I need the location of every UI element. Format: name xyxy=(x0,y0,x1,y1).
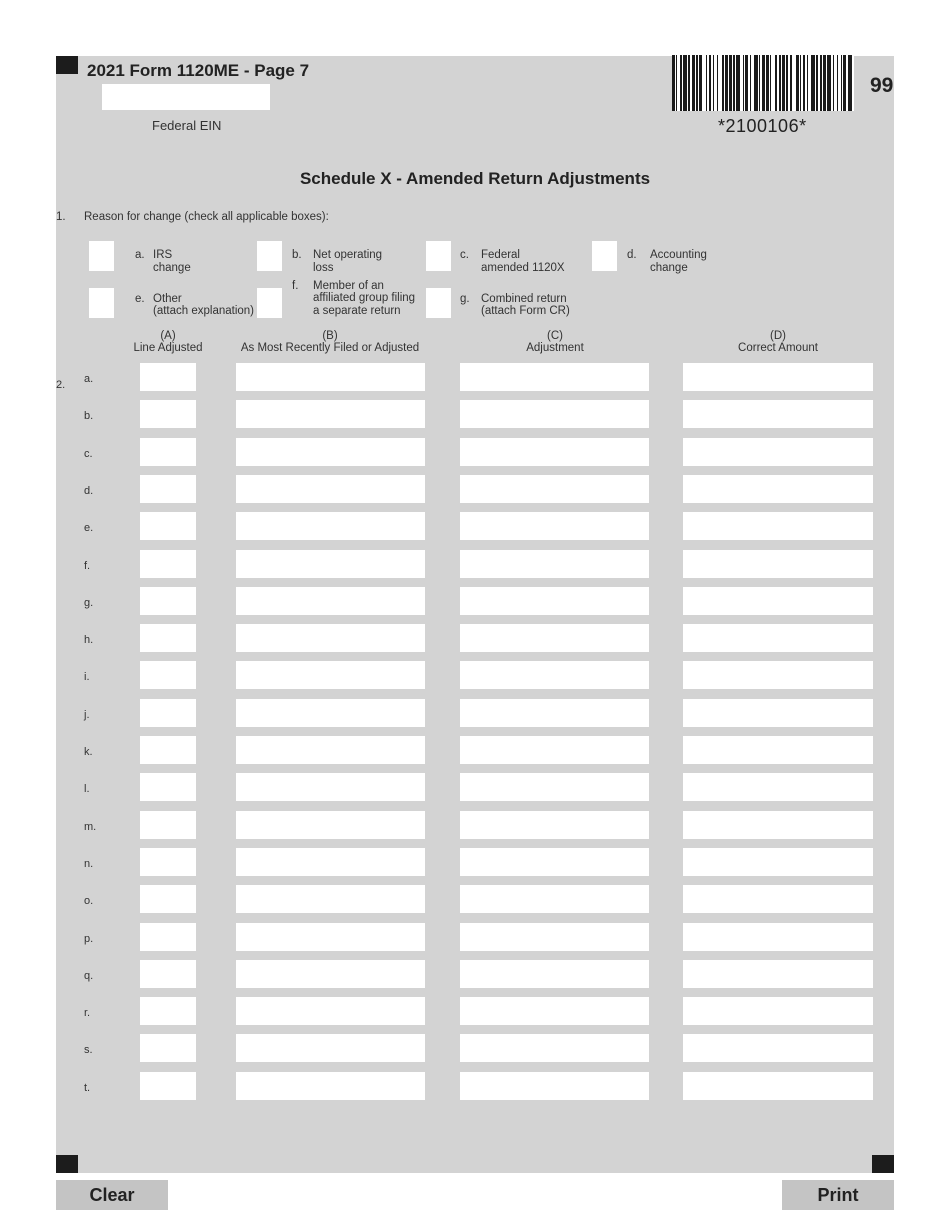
row-p-adjustment-input[interactable] xyxy=(460,923,649,951)
option-b-letter: b. xyxy=(292,249,302,261)
row-i-adjustment-input[interactable] xyxy=(460,661,649,689)
row-n-correct-amount-input[interactable] xyxy=(683,848,873,876)
row-g-line-adjusted-input[interactable] xyxy=(140,587,196,615)
row-t-correct-amount-input[interactable] xyxy=(683,1072,873,1100)
row-s-correct-amount-input[interactable] xyxy=(683,1034,873,1062)
option-b-line1: Net operating xyxy=(313,249,383,261)
row-letter: l. xyxy=(84,783,90,795)
row-letter: b. xyxy=(84,410,94,422)
row-letter: a. xyxy=(84,373,94,385)
option-e-line1: Other xyxy=(153,293,182,305)
row-k-correct-amount-input[interactable] xyxy=(683,736,873,764)
row-e-adjustment-input[interactable] xyxy=(460,512,649,540)
row-t-line-adjusted-input[interactable] xyxy=(140,1072,196,1100)
row-d-adjustment-input[interactable] xyxy=(460,475,649,503)
checkbox-f-affiliated-group[interactable] xyxy=(257,288,282,318)
row-letter: j. xyxy=(84,709,90,721)
row-n-line-adjusted-input[interactable] xyxy=(140,848,196,876)
row-q-as-filed-input[interactable] xyxy=(236,960,425,988)
option-e-line2: (attach explanation) xyxy=(153,305,255,317)
federal-ein-input[interactable] xyxy=(102,84,270,110)
row-d-line-adjusted-input[interactable] xyxy=(140,475,196,503)
row-letter: s. xyxy=(84,1044,93,1056)
column-a-header xyxy=(108,330,228,354)
column-a-letter: (A) xyxy=(160,330,176,342)
row-i-line-adjusted-input[interactable] xyxy=(140,661,196,689)
option-b-line2: loss xyxy=(313,262,334,274)
row-s-adjustment-input[interactable] xyxy=(460,1034,649,1062)
row-o-adjustment-input[interactable] xyxy=(460,885,649,913)
line-2-number: 2. xyxy=(56,379,66,391)
row-e-correct-amount-input[interactable] xyxy=(683,512,873,540)
row-c-as-filed-input[interactable] xyxy=(236,438,425,466)
row-h-as-filed-input[interactable] xyxy=(236,624,425,652)
row-m-as-filed-input[interactable] xyxy=(236,811,425,839)
column-d-label: Correct Amount xyxy=(738,342,818,354)
row-m-line-adjusted-input[interactable] xyxy=(140,811,196,839)
checkbox-e-other[interactable] xyxy=(89,288,114,318)
row-a-adjustment-input[interactable] xyxy=(460,363,649,391)
registration-mark-bottom-left xyxy=(56,1155,78,1173)
row-letter: q. xyxy=(84,970,94,982)
registration-mark-top-left xyxy=(56,56,78,74)
option-f-line3: a separate return xyxy=(313,305,401,317)
option-f-line2: affiliated group filing xyxy=(313,292,416,304)
row-s-line-adjusted-input[interactable] xyxy=(140,1034,196,1062)
column-c-header xyxy=(460,330,650,354)
option-c-line1: Federal xyxy=(481,249,520,261)
row-f-line-adjusted-input[interactable] xyxy=(140,550,196,578)
option-g-letter: g. xyxy=(460,293,470,305)
row-o-as-filed-input[interactable] xyxy=(236,885,425,913)
option-a-line1: IRS xyxy=(153,249,173,261)
row-f-adjustment-input[interactable] xyxy=(460,550,649,578)
row-letter: n. xyxy=(84,858,94,870)
column-b-letter: (B) xyxy=(322,330,338,342)
option-a-line2: change xyxy=(153,262,191,274)
column-c-letter: (C) xyxy=(547,330,563,342)
federal-ein-label: Federal EIN xyxy=(152,118,222,133)
row-m-adjustment-input[interactable] xyxy=(460,811,649,839)
row-h-line-adjusted-input[interactable] xyxy=(140,624,196,652)
row-letter: t. xyxy=(84,1082,91,1094)
barcode-number: *2100106* xyxy=(718,116,807,136)
checkbox-c-federal-amended[interactable] xyxy=(426,241,451,271)
row-letter: r. xyxy=(84,1007,91,1019)
row-letter: c. xyxy=(84,448,93,460)
row-o-line-adjusted-input[interactable] xyxy=(140,885,196,913)
row-letter: f. xyxy=(84,560,91,572)
row-letter: e. xyxy=(84,522,94,534)
row-t-adjustment-input[interactable] xyxy=(460,1072,649,1100)
row-t-as-filed-input[interactable] xyxy=(236,1072,425,1100)
option-g-line2: (attach Form CR) xyxy=(481,305,570,317)
option-d-line2: change xyxy=(650,262,688,274)
row-g-as-filed-input[interactable] xyxy=(236,587,425,615)
option-c-letter: c. xyxy=(460,249,469,261)
form-title: 2021 Form 1120ME - Page 7 xyxy=(87,61,310,80)
row-r-as-filed-input[interactable] xyxy=(236,997,425,1025)
row-p-correct-amount-input[interactable] xyxy=(683,923,873,951)
row-e-as-filed-input[interactable] xyxy=(236,512,425,540)
row-letter: p. xyxy=(84,933,94,945)
row-e-line-adjusted-input[interactable] xyxy=(140,512,196,540)
checkbox-b-net-operating-loss[interactable] xyxy=(257,241,282,271)
option-c-line2: amended 1120X xyxy=(481,262,565,274)
option-d-letter: d. xyxy=(627,249,637,261)
column-d-letter: (D) xyxy=(770,330,786,342)
row-l-line-adjusted-input[interactable] xyxy=(140,773,196,801)
row-j-adjustment-input[interactable] xyxy=(460,699,649,727)
row-letter: o. xyxy=(84,895,94,907)
row-letter: m. xyxy=(84,821,97,833)
row-n-adjustment-input[interactable] xyxy=(460,848,649,876)
column-b-label: As Most Recently Filed or Adjusted xyxy=(240,342,420,354)
row-j-as-filed-input[interactable] xyxy=(236,699,425,727)
row-f-correct-amount-input[interactable] xyxy=(683,550,873,578)
row-letter: i. xyxy=(84,671,90,683)
row-k-adjustment-input[interactable] xyxy=(460,736,649,764)
row-c-correct-amount-input[interactable] xyxy=(683,438,873,466)
row-f-as-filed-input[interactable] xyxy=(236,550,425,578)
row-letter: d. xyxy=(84,485,94,497)
schedule-title: Schedule X - Amended Return Adjustments xyxy=(299,169,651,188)
print-button[interactable]: Print xyxy=(782,1180,894,1210)
row-l-as-filed-input[interactable] xyxy=(236,773,425,801)
row-l-adjustment-input[interactable] xyxy=(460,773,649,801)
barcode-icon xyxy=(672,55,855,111)
option-d-line1: Accounting xyxy=(650,249,707,261)
row-b-as-filed-input[interactable] xyxy=(236,400,425,428)
registration-mark-bottom-right xyxy=(872,1155,894,1173)
column-d-header xyxy=(683,330,873,354)
row-q-correct-amount-input[interactable] xyxy=(683,960,873,988)
row-a-correct-amount-input[interactable] xyxy=(683,363,873,391)
row-c-line-adjusted-input[interactable] xyxy=(140,438,196,466)
row-a-as-filed-input[interactable] xyxy=(236,363,425,391)
row-q-line-adjusted-input[interactable] xyxy=(140,960,196,988)
row-a-line-adjusted-input[interactable] xyxy=(140,363,196,391)
row-h-correct-amount-input[interactable] xyxy=(683,624,873,652)
row-h-adjustment-input[interactable] xyxy=(460,624,649,652)
option-f-line1: Member of an xyxy=(313,280,384,292)
column-c-label: Adjustment xyxy=(526,342,584,354)
line-1-text: Reason for change (check all applicable boxes): xyxy=(84,211,329,223)
row-r-correct-amount-input[interactable] xyxy=(683,997,873,1025)
row-k-line-adjusted-input[interactable] xyxy=(140,736,196,764)
option-a-letter: a. xyxy=(135,249,145,261)
row-n-as-filed-input[interactable] xyxy=(236,848,425,876)
row-o-correct-amount-input[interactable] xyxy=(683,885,873,913)
option-g-line1: Combined return xyxy=(481,293,567,305)
row-k-as-filed-input[interactable] xyxy=(236,736,425,764)
row-b-adjustment-input[interactable] xyxy=(460,400,649,428)
row-letter: k. xyxy=(84,746,93,758)
row-b-correct-amount-input[interactable] xyxy=(683,400,873,428)
checkbox-d-accounting-change[interactable] xyxy=(592,241,617,271)
row-letter: h. xyxy=(84,634,94,646)
row-b-line-adjusted-input[interactable] xyxy=(140,400,196,428)
row-d-correct-amount-input[interactable] xyxy=(683,475,873,503)
row-i-correct-amount-input[interactable] xyxy=(683,661,873,689)
line-1-number: 1. xyxy=(56,211,66,223)
row-l-correct-amount-input[interactable] xyxy=(683,773,873,801)
row-p-as-filed-input[interactable] xyxy=(236,923,425,951)
page-number: 99 xyxy=(870,74,894,97)
row-r-line-adjusted-input[interactable] xyxy=(140,997,196,1025)
row-d-as-filed-input[interactable] xyxy=(236,475,425,503)
row-q-adjustment-input[interactable] xyxy=(460,960,649,988)
row-s-as-filed-input[interactable] xyxy=(236,1034,425,1062)
option-f-letter: f. xyxy=(292,280,299,292)
row-j-correct-amount-input[interactable] xyxy=(683,699,873,727)
column-b-header xyxy=(230,330,430,354)
column-a-label: Line Adjusted xyxy=(133,342,203,354)
checkbox-g-combined-return[interactable] xyxy=(426,288,451,318)
row-j-line-adjusted-input[interactable] xyxy=(140,699,196,727)
row-m-correct-amount-input[interactable] xyxy=(683,811,873,839)
row-g-correct-amount-input[interactable] xyxy=(683,587,873,615)
row-c-adjustment-input[interactable] xyxy=(460,438,649,466)
option-e-letter: e. xyxy=(135,293,145,305)
clear-button[interactable]: Clear xyxy=(56,1180,168,1210)
row-letter: g. xyxy=(84,597,94,609)
checkbox-a-irs-change[interactable] xyxy=(89,241,114,271)
row-p-line-adjusted-input[interactable] xyxy=(140,923,196,951)
row-i-as-filed-input[interactable] xyxy=(236,661,425,689)
row-r-adjustment-input[interactable] xyxy=(460,997,649,1025)
row-g-adjustment-input[interactable] xyxy=(460,587,649,615)
